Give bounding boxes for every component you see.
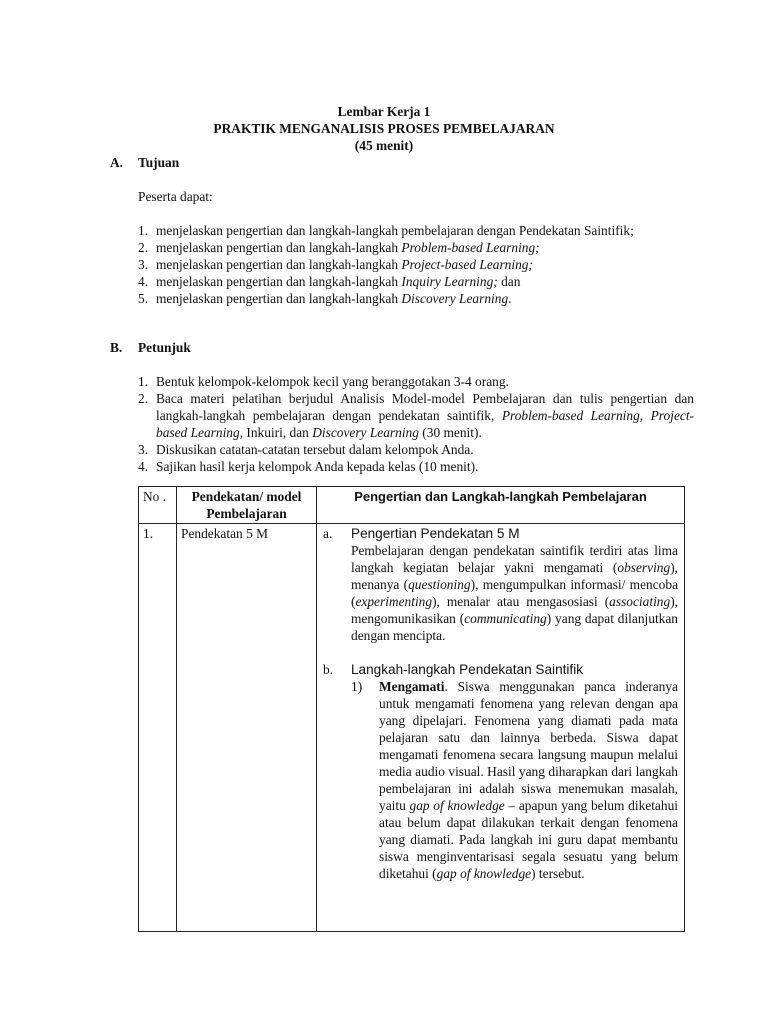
- row-description: [317, 524, 685, 932]
- objectives-list: [138, 222, 648, 307]
- list-item: 3. menjelaskan pengertian dan langkah-langkah Project-based Learning;: [138, 257, 533, 272]
- list-item: 3. Diskusikan catatan-catatan tersebut dalam kelompok Anda.: [138, 442, 474, 457]
- list-item: 2. menjelaskan pengertian dan langkah-langkah Problem-based Learning;: [138, 240, 540, 255]
- worksheet-title: Lembar Kerja 1: [337, 104, 431, 119]
- section-b-marker: B.: [110, 340, 123, 355]
- subsection-a-title: Pengertian Pendekatan 5 M: [351, 526, 520, 541]
- list-item: 5. menjelaskan pengertian dan langkah-langkah Discovery Learning.: [138, 291, 512, 306]
- worksheet-subtitle: PRAKTIK MENGANALISIS PROSES PEMBELAJARAN: [213, 121, 555, 136]
- row-no: 1.: [139, 524, 177, 932]
- section-a-title: Tujuan: [138, 155, 180, 170]
- list-item: 2. Baca materi pelatihan berjudul Analisis Model-model Pembelajaran dan tulis pengertian dan langkah-langkah pembelajaran dengan pendekatan saintifik, Problem-based Learning, Project-based Learning, Inkuiri, dan Discovery Learning (30 menit).: [138, 391, 695, 440]
- worksheet-duration: (45 menit): [354, 138, 414, 153]
- list-item: 4. menjelaskan pengertian dan langkah-langkah Inquiry Learning; dan: [138, 274, 521, 289]
- subsection-b: b. Langkah-langkah Pendekatan Saintifik: [323, 661, 678, 678]
- section-a-intro: Peserta dapat:: [138, 189, 213, 204]
- step-mengamati: 1) Mengamati. Siswa menggunakan panca inderanya untuk mengamati fenomena yang relevan dengan apa yang dipelajari. Fenomena yang diamati pada mata pelajaran satu dan lainnya berbeda. Siswa dapat mengamati fenomena secara langsung maupun melalui media audio visual. Hasil yang diharapkan dari langkah pembelajaran ini adalah siswa menemukan masalah, yaitu gap of knowledge – apapun yang belum diketahui atau belum dapat dilakukan terkait dengan fenomena yang diamati. Pada langkah ini guru dapat membantu siswa menginventarisasi segala sesuatu yang belum diketahui (gap of knowledge) tersebut.: [351, 679, 678, 881]
- row-model: Pendekatan 5 M: [177, 524, 317, 932]
- table-row: [139, 524, 685, 932]
- instructions-list: [138, 373, 694, 475]
- list-item: 1. menjelaskan pengertian dan langkah-langkah pembelajaran dengan Pendekatan Saintifik;: [138, 223, 634, 238]
- step-text: Mengamati. Siswa menggunakan panca inderanya untuk mengamati fenomena yang relevan dengan apa yang dipelajari. Fenomena yang diamati pada mata pelajaran satu dan lainnya berbeda. Siswa dapat mengamati fenomena secara langsung maupun melalui media audio visual. Hasil yang diharapkan dari langkah pembelajaran ini adalah siswa menemukan masalah, yaitu gap of knowledge – apapun yang belum diketahui atau belum dapat dilakukan terkait dengan fenomena yang diamati. Pada langkah ini guru dapat membantu siswa menginventarisasi segala sesuatu yang belum diketahui (gap of knowledge) tersebut.: [379, 679, 678, 881]
- list-item: 1. Bentuk kelompok-kelompok kecil yang beranggotakan 3-4 orang.: [138, 374, 509, 389]
- analysis-table: [138, 486, 685, 932]
- header-description: Pengertian dan Langkah-langkah Pembelajaran: [317, 487, 685, 524]
- subsection-b-title: Langkah-langkah Pendekatan Saintifik: [351, 662, 584, 677]
- subsection-a: a. Pengertian Pendekatan 5 M: [323, 525, 678, 542]
- header-no: No .: [139, 487, 177, 524]
- section-b-title: Petunjuk: [138, 340, 191, 355]
- definition-paragraph: Pembelajaran dengan pendekatan saintifik terdiri atas lima langkah kegiatan belajar yakni mengamati (observing), menanya (questioning), mengumpulkan informasi/ mencoba (experimenting), menalar atau mengasosiasi (associating), mengomunikasikan (communicating) yang dapat dilanjutkan dengan mencipta.: [351, 543, 679, 643]
- list-item: 4. Sajikan hasil kerja kelompok Anda kepada kelas (10 menit).: [138, 459, 479, 474]
- section-a-marker: A.: [110, 155, 124, 170]
- header-model: Pendekatan/ model Pembelajaran: [177, 487, 317, 524]
- table-header-row: [139, 487, 685, 524]
